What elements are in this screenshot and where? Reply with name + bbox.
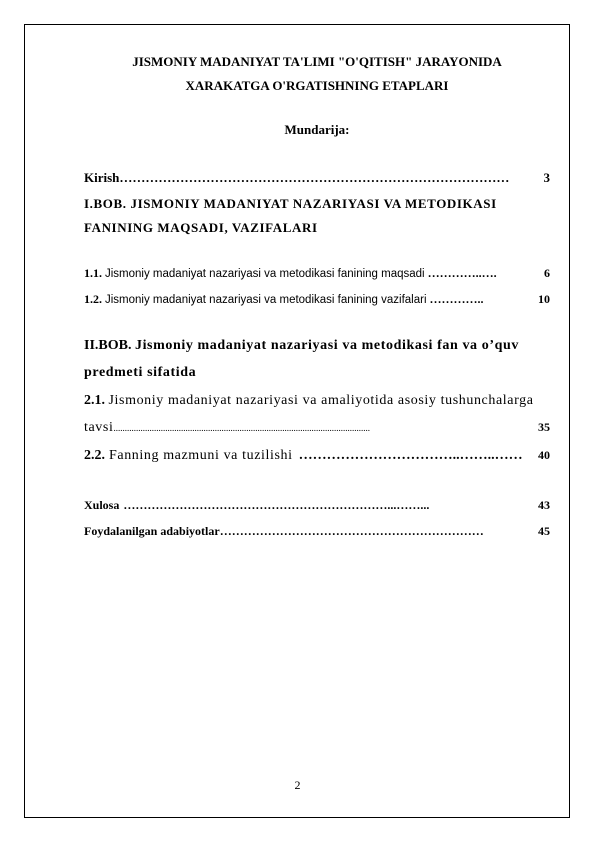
toc-entry-conclusion <box>84 498 550 513</box>
toc-chapter2-line2: predmeti sifatida <box>84 365 197 380</box>
page-number: 2 <box>294 778 301 792</box>
toc-label: Fanning mazmuni va tuzilishi <box>109 448 293 463</box>
toc-leader: ………….. <box>429 292 484 306</box>
toc-page: 6 <box>544 266 550 280</box>
toc-leader: …………………………………………………………...……... <box>123 498 430 512</box>
toc-label: Kirish <box>84 170 120 185</box>
contents-heading: Mundarija: <box>284 122 350 137</box>
toc-entry-2-1-line1 <box>84 393 550 409</box>
toc-leader: .................................................................................................................. <box>113 423 370 433</box>
toc-label-continued: tavsi <box>84 420 114 435</box>
toc-label: Jismoniy madaniyat nazariyasi va metodikasi fanining vazifalari <box>105 294 427 306</box>
toc-number: 1.1. <box>84 266 102 280</box>
toc-page: 43 <box>538 498 550 512</box>
toc-label: Foydalanilgan adabiyotlar <box>84 524 220 538</box>
toc-entry-2-2 <box>84 448 550 464</box>
toc-page: 10 <box>538 292 550 306</box>
toc-leader: ……………………………..……..…… <box>298 448 523 463</box>
document-title-line2: XARAKATGA O'RGATISHNING ETAPLARI <box>185 78 449 93</box>
toc-chapter1-line1: I.BOB. JISMONIY MADANIYAT NAZARIYASI VA METODIKASI <box>84 196 497 211</box>
document-title-line1: JISMONIY MADANIYAT TA'LIMI "O'QITISH" JARAYONIDA <box>132 54 502 69</box>
toc-entry-2-1-line2 <box>84 420 550 436</box>
toc-label: Jismoniy madaniyat nazariyasi va amaliyotida asosiy tushunchalarga <box>108 393 534 408</box>
toc-entry-intro <box>84 170 550 186</box>
toc-leader: ……………………………………………………………………………… <box>119 170 510 185</box>
toc-leader: …………..…. <box>427 266 497 280</box>
toc-leader: ………………………………………………………… <box>219 524 484 538</box>
toc-chapter2-line1 <box>84 338 550 354</box>
toc-entry-1-2 <box>84 292 550 307</box>
toc-chapter2-title: Jismoniy madaniyat nazariyasi va metodikasi fan va o’quv <box>134 338 519 353</box>
toc-entry-1-1 <box>84 266 550 281</box>
toc-page: 40 <box>538 448 550 462</box>
toc-chapter1-line2: FANINING MAQSADI, VAZIFALARI <box>84 220 318 235</box>
toc-page: 35 <box>538 420 550 434</box>
toc-label: Xulosa <box>84 498 120 512</box>
toc-label: Jismoniy madaniyat nazariyasi va metodikasi fanining maqsadi <box>105 268 425 280</box>
toc-number: 2.2. <box>84 448 105 463</box>
toc-page: 45 <box>538 524 550 538</box>
toc-entry-references <box>84 524 550 539</box>
toc-number: 1.2. <box>84 292 102 306</box>
toc-number: 2.1. <box>84 393 105 408</box>
toc-page: 3 <box>543 170 550 185</box>
toc-chapter2-prefix: II.BOB. <box>84 338 132 353</box>
